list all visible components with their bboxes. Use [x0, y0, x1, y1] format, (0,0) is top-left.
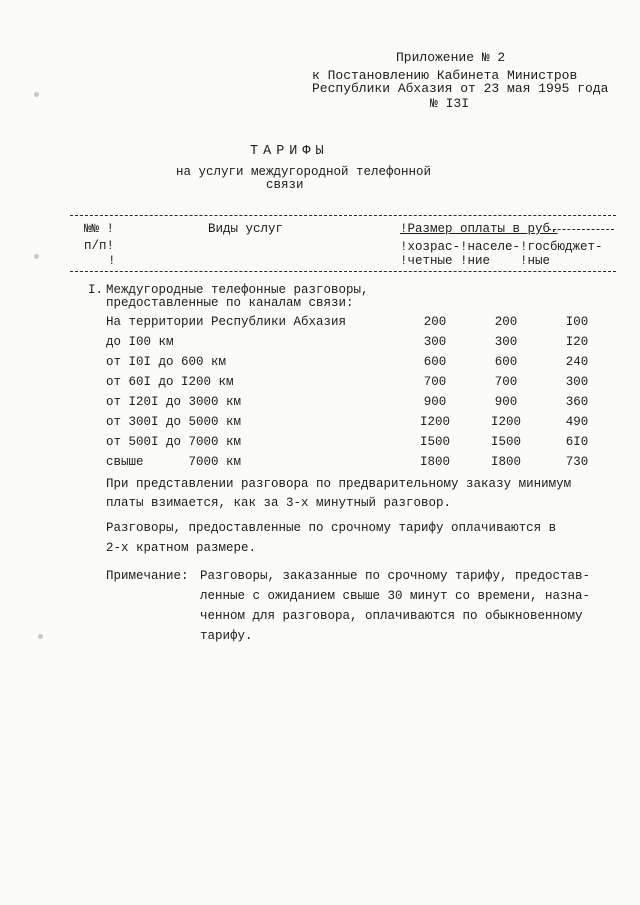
row-label: от 500I до 7000 км: [106, 435, 242, 449]
note-line-4: тарифу.: [200, 629, 253, 643]
row-value-budget: 300: [565, 375, 589, 389]
num-col-header-3: !: [108, 254, 116, 268]
row-label: На территории Республики Абхазия: [106, 315, 347, 329]
document-subtitle-1: на услуги междугородной телефонной: [176, 165, 432, 179]
payment-subheader-1: !хозрас-!населе-!госбюджет-: [400, 240, 603, 254]
row-value-budget: 240: [565, 355, 589, 369]
punch-mark-3: [38, 634, 43, 639]
row-value-selfsupporting: I500: [419, 435, 450, 449]
republic-date-line: Республики Абхазия от 23 мая 1995 года: [312, 81, 609, 96]
payment-header-rule: [548, 229, 614, 230]
document-subtitle-2: связи: [266, 178, 304, 192]
row-label: до I00 км: [106, 335, 174, 349]
row-value-budget: 730: [565, 455, 589, 469]
payment-subheader-2: !четные !ние !ные: [400, 254, 551, 268]
row-value-selfsupporting: 900: [423, 395, 447, 409]
paragraph-2-line-2: 2-х кратном размере.: [106, 541, 257, 555]
payment-col-header: !Размер оплаты в руб.: [400, 222, 558, 236]
resolution-number: № I3I: [430, 96, 470, 111]
row-label: от 300I до 5000 км: [106, 415, 242, 429]
note-line-3: ченном для разговора, оплачиваются по обыкновенному: [200, 609, 583, 623]
row-value-budget: 490: [565, 415, 589, 429]
row-value-selfsupporting: 700: [423, 375, 447, 389]
row-label: от 60I до I200 км: [106, 375, 234, 389]
table-header-bottom-rule: [70, 271, 616, 272]
paragraph-2-line-1: Разговоры, предоставленные по срочному тарифу оплачиваются в: [106, 521, 557, 535]
row-value-population: I500: [490, 435, 521, 449]
punch-mark-2: [34, 254, 39, 259]
paragraph-1-line-2: платы взимается, как за 3-х минутный разговор.: [106, 496, 452, 510]
row-value-population: 700: [494, 375, 518, 389]
section-title-2: предоставленные по каналам связи:: [106, 296, 354, 310]
note-line-2: ленные с ожиданием свыше 30 минут со времени, назна-: [200, 589, 591, 603]
section-numeral: I.: [88, 283, 104, 297]
resolution-line: к Постановлению Кабинета Министров: [312, 68, 578, 83]
row-value-population: I800: [490, 455, 521, 469]
row-value-budget: 6I0: [565, 435, 589, 449]
row-value-selfsupporting: 200: [423, 315, 447, 329]
row-value-population: 200: [494, 315, 518, 329]
section-title-1: Междугородные телефонные разговоры,: [106, 283, 369, 297]
services-col-header: Виды услуг: [208, 222, 284, 236]
paragraph-1-line-1: При представлении разговора по предварительному заказу минимум: [106, 477, 572, 491]
row-label: от I0I до 600 км: [106, 355, 227, 369]
row-value-population: 600: [494, 355, 518, 369]
annex-label: Приложение № 2: [396, 50, 506, 65]
punch-mark-1: [34, 92, 39, 97]
num-col-header-2: п/п!: [84, 239, 115, 253]
row-value-population: 300: [494, 335, 518, 349]
row-value-population: I200: [490, 415, 521, 429]
note-label: Примечание:: [106, 569, 189, 583]
row-label: свыше 7000 км: [106, 455, 242, 469]
num-col-header-1: №№ !: [84, 222, 115, 236]
row-value-selfsupporting: 600: [423, 355, 447, 369]
row-value-population: 900: [494, 395, 518, 409]
document-title: ТАРИФЫ: [250, 144, 329, 159]
row-value-selfsupporting: 300: [423, 335, 447, 349]
note-line-1: Разговоры, заказанные по срочному тарифу, предостав-: [200, 569, 591, 583]
row-value-budget: I00: [565, 315, 589, 329]
row-value-selfsupporting: I800: [419, 455, 450, 469]
row-value-budget: I20: [565, 335, 589, 349]
row-value-selfsupporting: I200: [419, 415, 450, 429]
row-value-budget: 360: [565, 395, 589, 409]
table-top-rule: [70, 215, 616, 216]
row-label: от I20I до 3000 км: [106, 395, 242, 409]
